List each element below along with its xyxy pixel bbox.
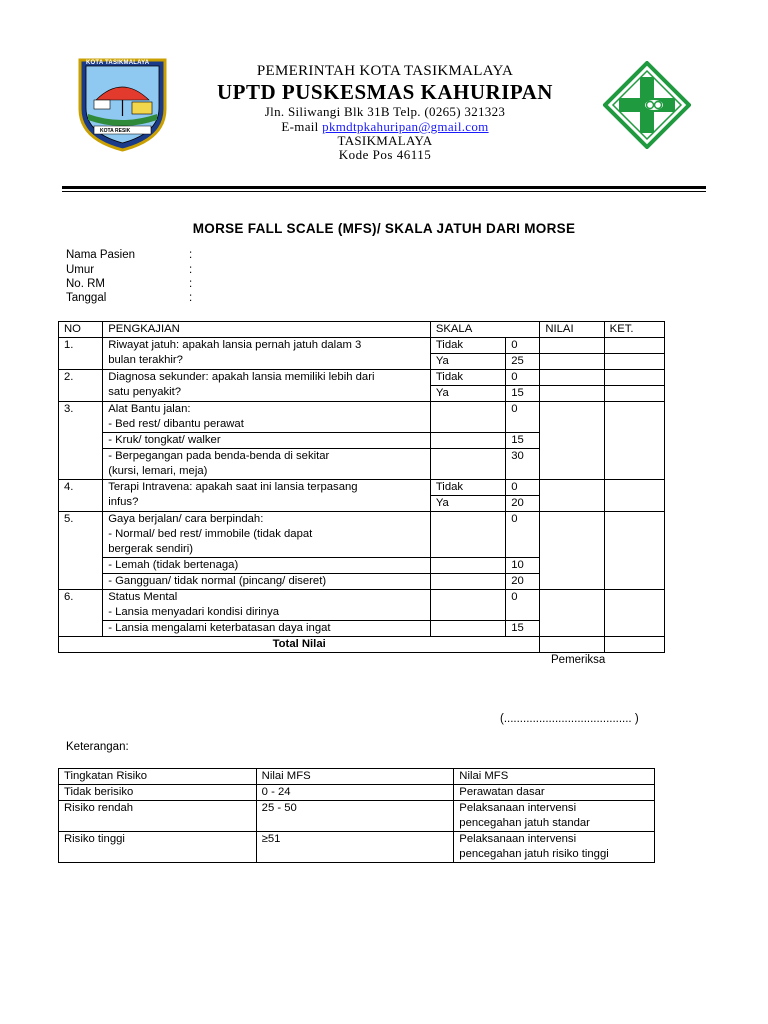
field-colon: : [189,249,193,261]
table-row [59,402,665,433]
table-header-row [59,322,665,338]
field-label-umur: Umur [66,264,95,276]
scale-option [430,449,505,480]
nilai-cell[interactable] [540,512,604,590]
col-header-no: NO [59,322,103,338]
row-no: 1. [59,338,103,370]
field-label-nama: Nama Pasien [66,249,136,261]
risk-level: Risiko tinggi [59,832,257,863]
nilai-cell[interactable] [540,480,604,512]
header-divider-thick [62,186,706,189]
ket-cell[interactable] [604,480,664,512]
row-question: - Gangguan/ tidak normal (pincang/ diseret) [103,574,431,590]
row-question: Riwayat jatuh: apakah lansia pernah jatuh dalam 3 bulan terakhir? [103,338,431,370]
city: TASIKMALAYA [337,133,433,148]
nilai-cell[interactable] [540,354,604,370]
scale-value: 15 [506,386,540,402]
scale-option: Ya [430,496,505,512]
risk-col-header: Nilai MFS [256,769,454,785]
risk-row [59,785,655,801]
risk-level-table [58,768,655,863]
postal-code: Kode Pos 46115 [338,147,432,162]
scale-option [430,574,505,590]
scale-option: Tidak [430,370,505,386]
risk-level: Tidak berisiko [59,785,257,801]
risk-action: Pelaksanaan intervensi pencegahan jatuh risiko tinggi [454,832,655,863]
address: Jln. Siliwangi Blk 31B Telp. (0265) 321323 [264,104,506,119]
nilai-cell[interactable] [540,386,604,402]
row-question: - Kruk/ tongkat/ walker [103,433,431,449]
risk-level: Risiko rendah [59,801,257,832]
row-question: Status Mental - Lansia menyadari kondisi dirinya [103,590,431,621]
field-label-rm: No. RM [66,278,105,290]
col-header-ket: KET. [604,322,664,338]
scale-option: Ya [430,354,505,370]
letterhead [0,0,768,200]
nilai-cell[interactable] [540,338,604,354]
emblem-text-bottom: KOTA RESIK [100,128,131,134]
ket-cell[interactable] [604,402,664,480]
row-no: 3. [59,402,103,480]
gov-name: PEMERINTAH KOTA TASIKMALAYA [256,63,514,79]
org-name: UPTD PUSKESMAS KAHURIPAN [217,80,553,104]
field-colon: : [189,264,193,276]
header-divider-thin [62,191,706,192]
row-no: 6. [59,590,103,637]
scale-value: 10 [506,558,540,574]
scale-option [430,558,505,574]
scale-value: 0 [506,590,540,621]
field-label-tanggal: Tanggal [66,292,107,304]
risk-range: ≥51 [256,832,454,863]
row-no: 2. [59,370,103,402]
row-question: Alat Bantu jalan: - Bed rest/ dibantu perawat [103,402,431,433]
table-row [59,512,665,558]
ket-cell[interactable] [604,386,664,402]
table-row [59,370,665,386]
scale-option: Ya [430,386,505,402]
row-question: Terapi Intravena: apakah saat ini lansia terpasang infus? [103,480,431,512]
city-emblem-logo [74,54,171,152]
ket-cell[interactable] [604,590,664,637]
risk-row [59,801,655,832]
field-colon: : [189,292,193,304]
scale-option [430,590,505,621]
row-no: 5. [59,512,103,590]
total-nilai-cell[interactable] [540,637,604,653]
signature-line[interactable]: (........................................ ) [500,713,639,725]
scale-value: 20 [506,496,540,512]
email-link[interactable]: pkmdtpkahuripan@gmail.com [322,119,489,134]
emblem-text-top: KOTA TASIKMALAYA [86,60,150,66]
total-row [59,637,665,653]
field-colon: : [189,278,193,290]
scale-value: 0 [506,512,540,558]
risk-col-header: Nilai MFS [454,769,655,785]
email-label: E-mail [281,119,323,134]
col-header-nilai: NILAI [540,322,604,338]
scale-value: 30 [506,449,540,480]
risk-row [59,832,655,863]
risk-action: Perawatan dasar [454,785,655,801]
ket-cell[interactable] [604,370,664,386]
nilai-cell[interactable] [540,370,604,386]
row-question: Gaya berjalan/ cara berpindah: - Normal/ bed rest/ immobile (tidak dapat bergerak sendiri) [103,512,431,558]
total-label: Total Nilai [59,637,540,653]
risk-header-row [59,769,655,785]
scale-value: 0 [506,338,540,354]
nilai-cell[interactable] [540,590,604,637]
notes-heading: Keterangan: [66,741,129,753]
ket-cell[interactable] [604,354,664,370]
col-header-pengkajian: PENGKAJIAN [103,322,431,338]
scale-value: 0 [506,402,540,433]
table-row [59,480,665,496]
risk-col-header: Tingkatan Risiko [59,769,257,785]
examiner-label: Pemeriksa [551,654,606,666]
row-question: - Berpegangan pada benda-benda di sekitar (kursi, lemari, meja) [103,449,431,480]
scale-option [430,402,505,433]
table-row [59,590,665,621]
scale-option: Tidak [430,480,505,496]
col-header-skala: SKALA [430,322,540,338]
row-question: - Lemah (tidak bertenaga) [103,558,431,574]
scale-value: 15 [506,621,540,637]
form-title: MORSE FALL SCALE (MFS)/ SKALA JATUH DARI MORSE [192,221,576,236]
scale-option [430,621,505,637]
row-no: 4. [59,480,103,512]
scale-value: 20 [506,574,540,590]
scale-value: 0 [506,480,540,496]
scale-value: 15 [506,433,540,449]
risk-action: Pelaksanaan intervensi pencegahan jatuh standar [454,801,655,832]
scale-option [430,512,505,558]
puskesmas-logo [603,61,691,149]
scale-option [430,433,505,449]
row-question: Diagnosa sekunder: apakah lansia memiliki lebih dari satu penyakit? [103,370,431,402]
risk-range: 0 - 24 [256,785,454,801]
scale-value: 0 [506,370,540,386]
table-row [59,338,665,354]
nilai-cell[interactable] [540,402,604,480]
morse-fall-scale-table [58,321,665,653]
scale-option: Tidak [430,338,505,354]
ket-cell[interactable] [604,512,664,590]
risk-range: 25 - 50 [256,801,454,832]
scale-value: 25 [506,354,540,370]
row-question: - Lansia mengalami keterbatasan daya ingat [103,621,431,637]
total-ket-cell[interactable] [604,637,664,653]
ket-cell[interactable] [604,338,664,354]
